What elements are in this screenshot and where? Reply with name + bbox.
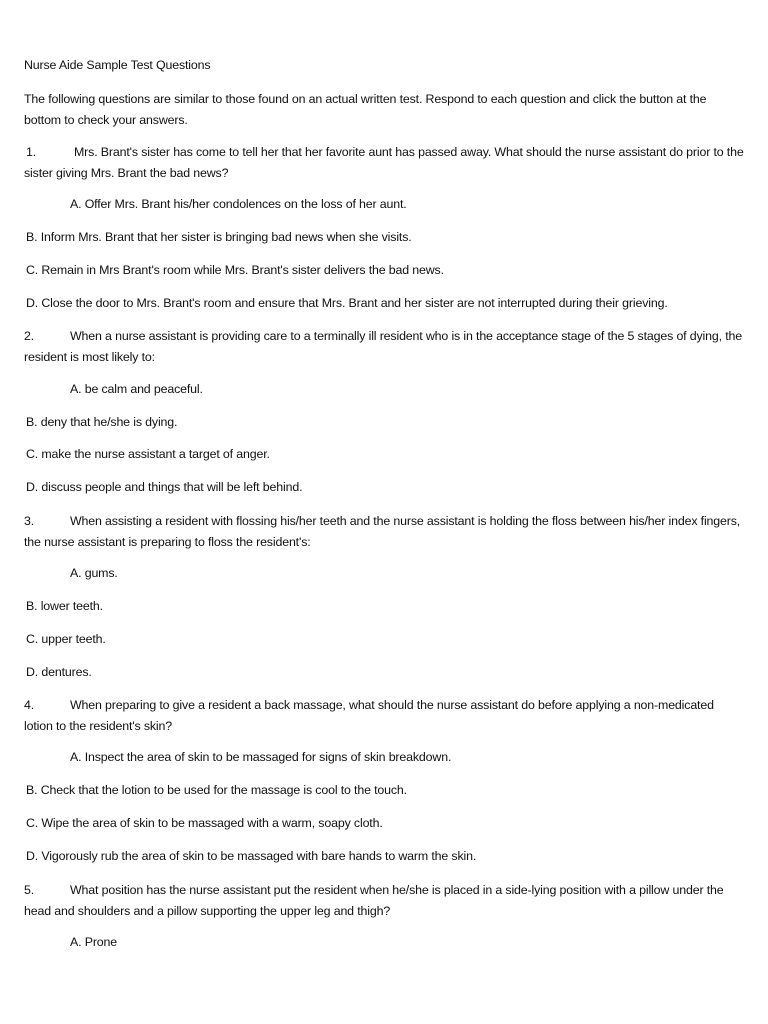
question-4-number: 4. — [24, 698, 35, 712]
question-2-number: 2. — [24, 329, 35, 343]
question-4-option-d: D. Vigorously rub the area of skin to be massaged with bare hands to warm the skin. — [26, 849, 477, 863]
question-2-option-d: D. discuss people and things that will be left behind. — [26, 480, 303, 494]
question-3 — [24, 511, 744, 553]
question-2-option-c: C. make the nurse assistant a target of anger. — [26, 447, 270, 461]
question-5-number: 5. — [24, 883, 35, 897]
question-3-option-b: B. lower teeth. — [26, 599, 103, 613]
question-4-option-b: B. Check that the lotion to be used for the massage is cool to the touch. — [26, 783, 407, 797]
question-4-option-a: A. Inspect the area of skin to be massaged for signs of skin breakdown. — [70, 750, 452, 764]
question-1 — [24, 142, 744, 184]
question-2-option-a: A. be calm and peaceful. — [70, 382, 203, 396]
question-4-text: When preparing to give a resident a back massage, what should the nurse assistant do before applying a non-medicated lotion to the resident's skin? — [24, 698, 714, 733]
question-3-option-a: A. gums. — [70, 566, 118, 580]
question-2 — [24, 326, 744, 368]
question-5 — [24, 880, 744, 922]
question-1-text: Mrs. Brant's sister has come to tell her that her favorite aunt has passed away. What should the nurse assistant do prior to the sister giving Mrs. Brant the bad news? — [24, 145, 744, 180]
question-1-option-c: C. Remain in Mrs Brant's room while Mrs. Brant's sister delivers the bad news. — [26, 263, 444, 277]
question-3-number: 3. — [24, 514, 35, 528]
question-4-option-c: C. Wipe the area of skin to be massaged with a warm, soapy cloth. — [26, 816, 383, 830]
question-2-text: When a nurse assistant is providing care to a terminally ill resident who is in the acceptance stage of the 5 stages of dying, the resident is most likely to: — [24, 329, 742, 364]
question-3-option-d: D. dentures. — [26, 665, 92, 679]
question-5-option-a: A. Prone — [70, 935, 118, 949]
question-3-option-c: C. upper teeth. — [26, 632, 106, 646]
intro-paragraph: The following questions are similar to those found on an actual written test. Respond to each question and click the button at the bottom to check your answers. — [24, 92, 707, 127]
question-1-number: 1. — [26, 145, 37, 159]
question-1-option-b: B. Inform Mrs. Brant that her sister is bringing bad news when she visits. — [26, 230, 412, 244]
document-title: Nurse Aide Sample Test Questions — [24, 58, 211, 72]
question-1-option-a: A. Offer Mrs. Brant his/her condolences on the loss of her aunt. — [70, 197, 407, 211]
question-4 — [24, 695, 744, 737]
question-3-text: When assisting a resident with flossing his/her teeth and the nurse assistant is holding the floss between his/her index fingers, the nurse assistant is preparing to floss the resident's: — [24, 514, 741, 549]
question-2-option-b: B. deny that he/she is dying. — [26, 415, 178, 429]
question-1-option-d: D. Close the door to Mrs. Brant's room and ensure that Mrs. Brant and her sister are not interrupted during their grieving. — [26, 296, 668, 310]
question-5-text: What position has the nurse assistant put the resident when he/she is placed in a side-lying position with a pillow under the head and shoulders and a pillow supporting the upper leg and thigh? — [24, 883, 724, 918]
